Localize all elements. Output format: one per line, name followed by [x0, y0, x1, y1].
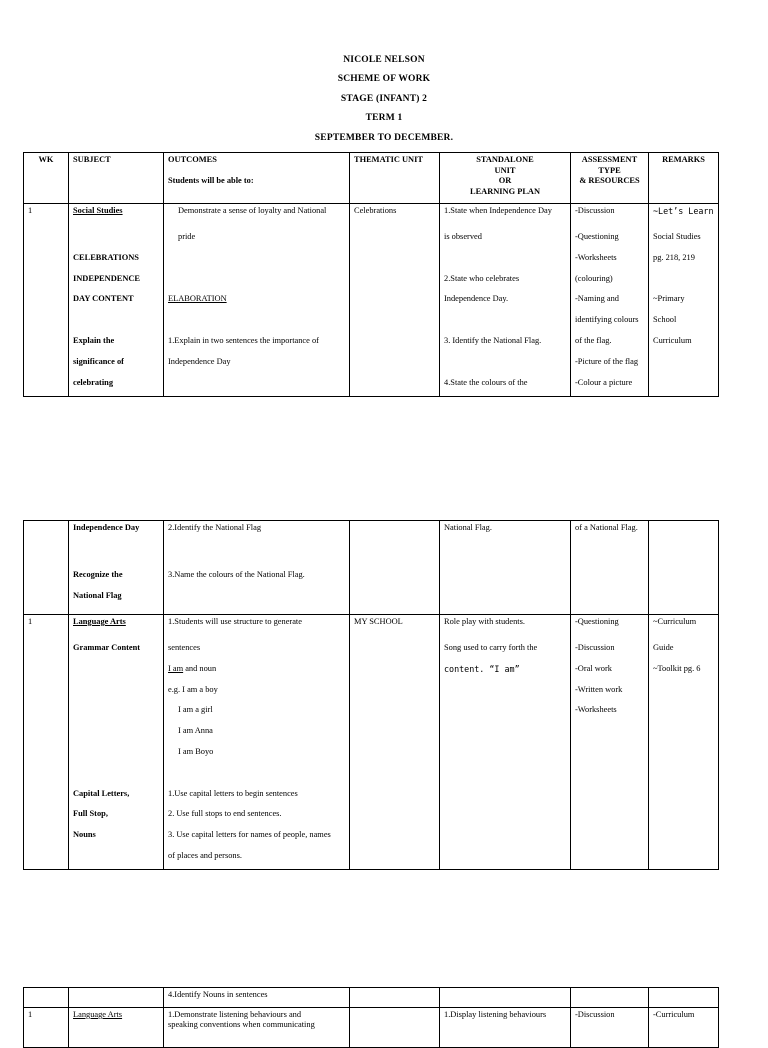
row2-standalone: National Flag.: [440, 521, 571, 615]
standalone-line: 4.State the colours of the: [444, 377, 528, 387]
row1-subject: [69, 204, 164, 397]
row5-assessment: -Discussion: [571, 1008, 649, 1048]
subject-line: DAY CONTENT: [73, 294, 134, 304]
standalone-line: [444, 352, 566, 373]
row2-thematic: [350, 521, 440, 615]
row2-remarks: [649, 521, 719, 615]
standalone-line: Role play with students.: [444, 617, 525, 626]
standalone-line: Song used to carry forth the: [444, 643, 538, 652]
subject-line: Independence Day: [73, 523, 140, 532]
subject-line: Capital Letters,: [73, 788, 130, 798]
outcome-line: 2. Use full stops to end sentences.: [168, 809, 282, 819]
subject-line: Explain the: [73, 335, 115, 345]
row3-remarks: [649, 615, 719, 870]
remarks-line: ~Toolkit pg. 6: [653, 663, 701, 673]
row2-outcomes: [164, 521, 350, 615]
subject-line: [73, 659, 159, 680]
col-standalone-line: OR: [498, 176, 512, 185]
outcome-line: 1.Use capital letters to begin sentences: [168, 788, 298, 798]
outcome-line: I am Boyo: [178, 746, 214, 756]
row5-standalone: 1.Display listening behaviours: [440, 1008, 571, 1048]
row4-remarks: [649, 988, 719, 1008]
subject-line: celebrating: [73, 377, 114, 387]
table-row: [24, 988, 719, 1008]
col-assessment-line: TYPE: [598, 165, 621, 175]
subject-line: [73, 763, 159, 784]
row1-thematic: Celebrations: [350, 204, 440, 397]
subject-line: [73, 680, 159, 701]
outcome-line: [168, 544, 345, 565]
scheme-table-page-2: [23, 520, 719, 870]
col-outcomes: [164, 153, 350, 204]
row3-subject: [69, 615, 164, 870]
remarks-line: Social Studies: [653, 232, 701, 241]
outcome-fragment: and noun: [183, 663, 217, 673]
period-label: SEPTEMBER TO DECEMBER.: [314, 133, 454, 143]
outcome-line: Independence Day: [168, 356, 231, 366]
outcome-line: 1.Demonstrate listening behaviours and: [168, 1010, 302, 1019]
outcome-line: e.g. I am a boy: [168, 684, 218, 694]
remarks-line: ~Primary: [653, 294, 685, 304]
outcome-line: [168, 269, 345, 290]
remarks-line: pg. 218, 219: [653, 252, 695, 262]
outcome-line: [168, 763, 345, 784]
remarks-line: [653, 269, 714, 290]
table-row: [24, 1008, 719, 1048]
assessment-line: -Picture of the flag: [575, 356, 639, 366]
outcome-line: 3.Name the colours of the National Flag.: [168, 569, 305, 579]
subject-line: [73, 700, 159, 721]
standalone-line: [444, 248, 566, 269]
row5-thematic: [350, 1008, 440, 1048]
remarks-line: Guide: [653, 643, 674, 652]
subject-line: CELEBRATIONS: [73, 252, 139, 262]
col-subject: SUBJECT: [69, 153, 164, 204]
standalone-line: 1.State when Independence Day: [444, 206, 552, 215]
col-outcomes-subtitle: Students will be able to:: [168, 175, 254, 185]
standalone-line: 3. Identify the National Flag.: [444, 335, 542, 345]
subject-line: [73, 742, 159, 763]
subject-line: INDEPENDENCE: [73, 273, 141, 283]
standalone-line: 2.State who celebrates: [444, 273, 520, 283]
row2-wk: [24, 521, 69, 615]
term-label: TERM 1: [365, 113, 403, 123]
standalone-line: [444, 310, 566, 331]
col-assessment: [571, 153, 649, 204]
assessment-line: -Discussion: [575, 643, 615, 652]
subject-line: National Flag: [73, 590, 122, 600]
stage-label: STAGE (INFANT) 2: [340, 94, 428, 104]
standalone-line: Independence Day.: [444, 294, 509, 304]
col-thematic: THEMATIC UNIT: [350, 153, 440, 204]
assessment-line: (colouring): [575, 273, 613, 283]
outcome-line: 3. Use capital letters for names of people, names: [168, 830, 331, 840]
underlined-phrase: I am: [168, 663, 184, 673]
assessment-line: -Worksheets: [575, 252, 617, 262]
row3-assessment: [571, 615, 649, 870]
assessment-line: -Naming and: [575, 294, 619, 304]
teacher-name: NICOLE NELSON: [343, 55, 425, 65]
row4-thematic: [350, 988, 440, 1008]
row4-outcomes: 4.Identify Nouns in sentences: [164, 988, 350, 1008]
outcome-line: pride: [178, 232, 196, 241]
row5-outcomes: [164, 1008, 350, 1048]
outcome-line: [168, 310, 345, 331]
remarks-line: School: [653, 315, 677, 325]
assessment-line: -Discussion: [575, 206, 615, 215]
outcome-line: 1.Explain in two sentences the importance of: [168, 335, 319, 345]
row1-standalone: [440, 204, 571, 397]
outcome-line: speaking conventions when communicating: [168, 1020, 315, 1029]
row4-wk: [24, 988, 69, 1008]
assessment-line: identifying colours: [575, 315, 639, 325]
outcome-line: 1.Students will use structure to generate: [168, 617, 302, 626]
elaboration-heading: ELABORATION: [168, 294, 227, 304]
document-title: SCHEME OF WORK: [337, 74, 431, 84]
standalone-line: content. “I am”: [444, 663, 520, 674]
row1-wk: 1: [24, 204, 69, 397]
assessment-line: -Written work: [575, 684, 623, 694]
standalone-line: is observed: [444, 232, 482, 241]
assessment-line: -Worksheets: [575, 705, 617, 715]
row3-standalone: [440, 615, 571, 870]
assessment-line: of the flag.: [575, 335, 612, 345]
row5-remarks: -Curriculum: [649, 1008, 719, 1048]
subject-line: Language Arts: [73, 617, 126, 626]
subject-line: Full Stop,: [73, 809, 108, 819]
outcome-line: sentences: [168, 643, 201, 652]
col-assessment-line: & RESOURCES: [579, 176, 640, 185]
outcome-line: I am Anna: [178, 726, 213, 736]
row5-wk: 1: [24, 1008, 69, 1048]
outcome-line: [168, 659, 345, 680]
subject-line: Social Studies: [73, 206, 123, 215]
table-row: [24, 615, 719, 870]
outcome-line: 2.Identify the National Flag: [168, 523, 262, 532]
row3-wk: 1: [24, 615, 69, 870]
row4-standalone: [440, 988, 571, 1008]
row4-assessment: [571, 988, 649, 1008]
table-row: [24, 521, 719, 615]
outcome-line: Demonstrate a sense of loyalty and National: [178, 206, 327, 215]
assessment-line: -Questioning: [575, 232, 619, 241]
row5-subject: Language Arts: [69, 1008, 164, 1048]
row2-assessment: of a National Flag.: [571, 521, 649, 615]
col-standalone: [440, 153, 571, 204]
row2-subject: [69, 521, 164, 615]
row1-outcomes: [164, 204, 350, 397]
row1-assessment: [571, 204, 649, 397]
remarks-line: ~Curriculum: [653, 617, 697, 626]
subject-line: [73, 721, 159, 742]
remarks-line: Curriculum: [653, 335, 692, 345]
col-remarks: REMARKS: [649, 153, 719, 204]
row3-thematic: MY SCHOOL: [350, 615, 440, 870]
subject-line: Grammar Content: [73, 643, 141, 652]
subject-line: [73, 544, 159, 565]
col-assessment-line: ASSESSMENT: [581, 155, 638, 164]
remarks-line: ~Let’s Learn: [653, 206, 714, 216]
row3-outcomes: [164, 615, 350, 870]
scheme-table-page-1: [23, 152, 719, 397]
outcome-line: [168, 248, 345, 269]
col-outcomes-title: OUTCOMES: [168, 155, 217, 164]
col-standalone-line: UNIT: [494, 165, 516, 175]
assessment-line: -Colour a picture: [575, 377, 633, 387]
table-header-row: [24, 153, 719, 204]
subject-line: Recognize the: [73, 569, 123, 579]
col-standalone-line: LEARNING PLAN: [469, 186, 541, 196]
row4-subject: [69, 988, 164, 1008]
table-row: [24, 204, 719, 397]
assessment-line: -Questioning: [575, 617, 619, 626]
col-standalone-line: STANDALONE: [476, 155, 534, 164]
row1-remarks: [649, 204, 719, 397]
col-wk: WK: [24, 153, 69, 204]
subject-line: [73, 227, 159, 248]
subject-line: significance of: [73, 356, 124, 366]
outcome-line: of places and persons.: [168, 850, 242, 860]
assessment-line: -Oral work: [575, 663, 612, 673]
scheme-table-page-3: [23, 987, 719, 1048]
subject-line: [73, 310, 159, 331]
outcome-line: I am a girl: [178, 705, 213, 715]
subject-line: Nouns: [73, 830, 96, 840]
